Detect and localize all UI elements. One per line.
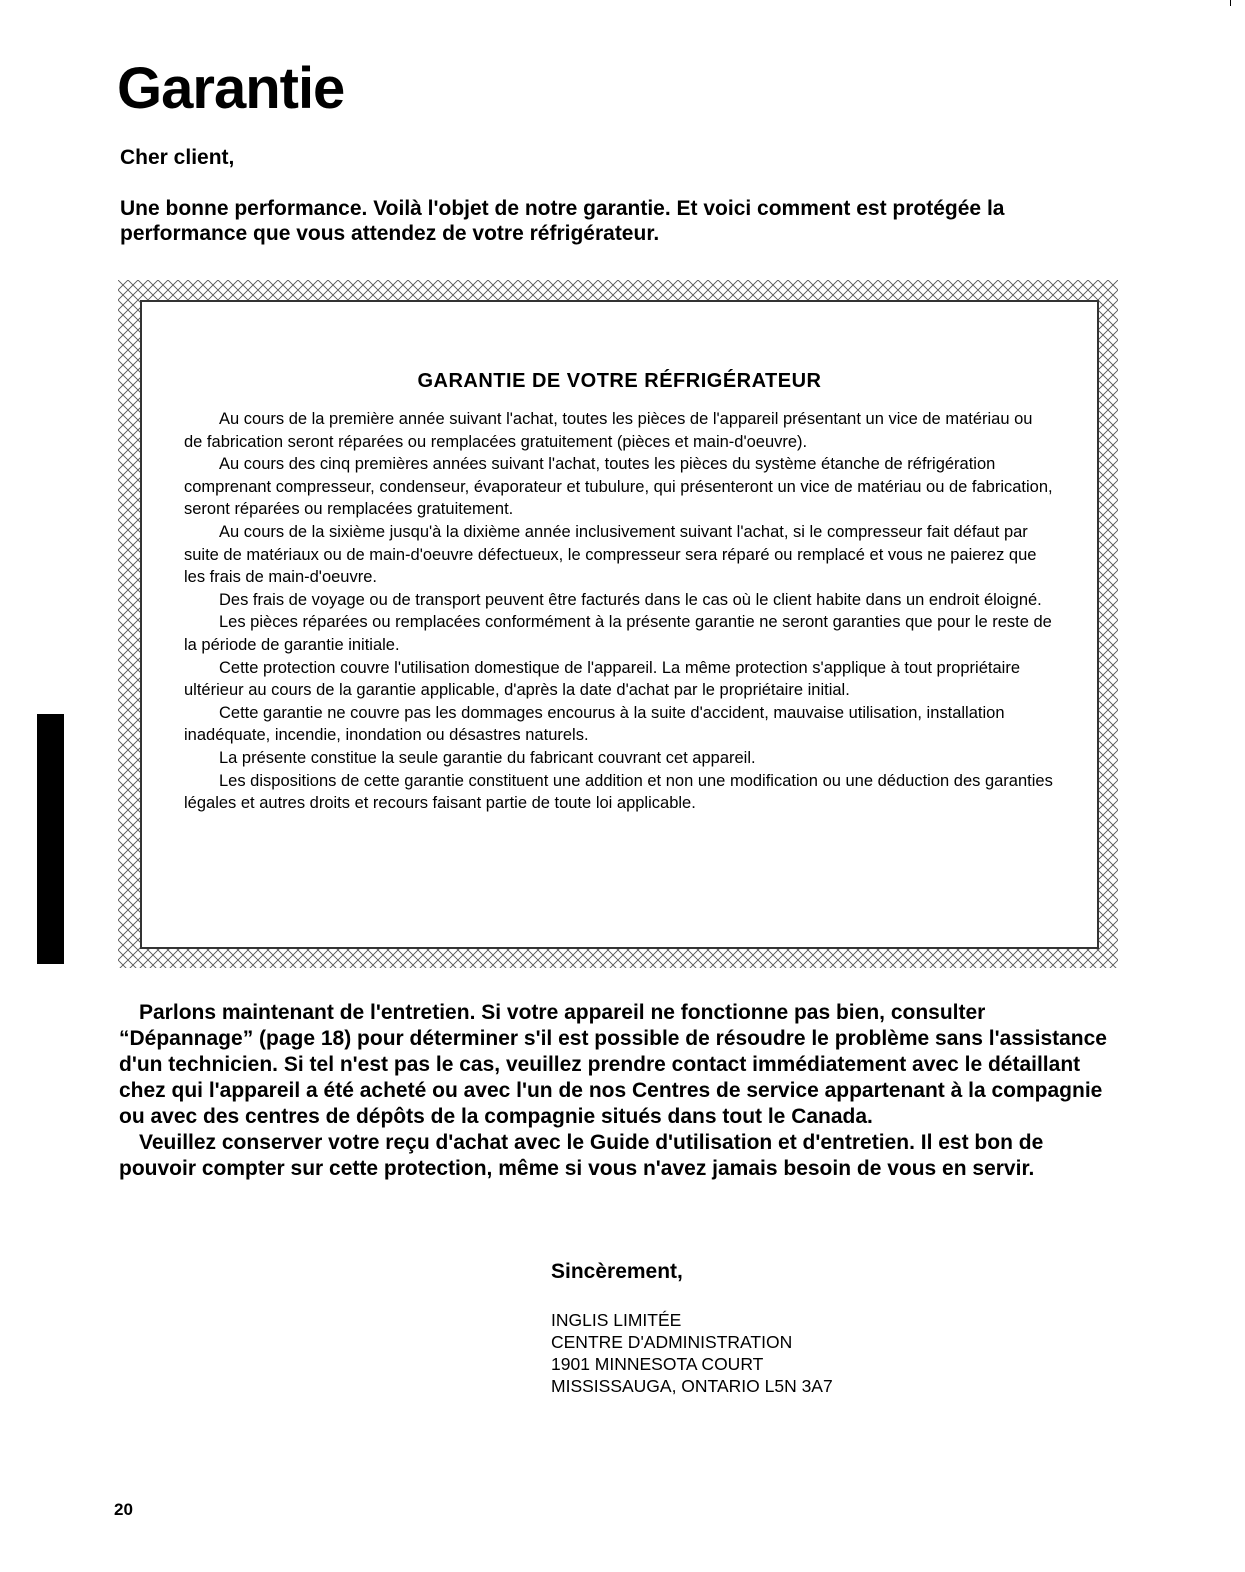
warranty-box (140, 300, 1099, 949)
address-line: INGLIS LIMITÉE (551, 1310, 682, 1330)
warranty-paragraph: Au cours de la première année suivant l'achat, toutes les pièces de l'appareil présentant un vice de matériau ou de fabrication seront réparées ou remplacées gratuitement (pièces et main-d'oeuvre). (184, 410, 1033, 451)
corner-mark (1230, 0, 1231, 6)
warranty-paragraph: Les dispositions de cette garantie constituent une addition et non une modification ou une déduction des garanties légales et autres droits et recours faisant partie de toute loi applicable. (184, 771, 1053, 813)
address-line: MISSISSAUGA, ONTARIO L5N 3A7 (551, 1376, 833, 1396)
warranty-paragraph: Cette garantie ne couvre pas les dommages encourus à la suite d'accident, mauvaise utilisation, installation inadéquate, incendie, inondation ou désastres naturels. (184, 703, 1005, 745)
signoff: Sincèrement, (551, 1260, 683, 1283)
closing-text (119, 1000, 1119, 1182)
page-number: 20 (114, 1500, 133, 1519)
warranty-body (184, 408, 1054, 815)
page-title: Garantie (117, 56, 345, 121)
intro-paragraph: Une bonne performance. Voilà l'objet de notre garantie. Et voici comment est protégée la performance que vous attendez de votre réfrigérateur. (120, 197, 1005, 245)
address-line: CENTRE D'ADMINISTRATION (551, 1332, 793, 1352)
warranty-title: GARANTIE DE VOTRE RÉFRIGÉRATEUR (417, 370, 822, 392)
warranty-paragraph: Au cours de la sixième jusqu'à la dixième année inclusivement suivant l'achat, si le compresseur fait défaut par suite de matériaux ou de main-d'oeuvre défectueux, le compresseur sera réparé ou remplacé et vous ne paierez que les frais de main-d'oeuvre. (184, 522, 1037, 587)
warranty-paragraph: Des frais de voyage ou de transport peuvent être facturés dans le cas où le client habite dans un endroit éloigné. (219, 590, 1042, 609)
warranty-paragraph: La présente constitue la seule garantie du fabricant couvrant cet appareil. (219, 748, 756, 767)
warranty-paragraph: Les pièces réparées ou remplacées conformément à la présente garantie ne seront garanties que pour le reste de la période de garantie initiale. (184, 613, 1052, 654)
closing-paragraph: Veuillez conserver votre reçu d'achat avec le Guide d'utilisation et d'entretien. Il est bon de pouvoir compter sur cette protection, même si vous n'avez jamais besoin de vous en servir. (119, 1131, 1044, 1180)
company-address (551, 1309, 833, 1397)
salutation: Cher client, (120, 146, 235, 169)
closing-paragraph: Parlons maintenant de l'entretien. Si votre appareil ne fonctionne pas bien, consulter “Dépannage” (page 18) pour déterminer s'il est possible de résoudre le problème sans l'assistance d'un technicien. Si tel n'est pas le cas, veuillez prendre contact immédiatement avec le détaillant chez qui l'appareil a été acheté ou avec l'un de nos Centres de service appartenant à la compagnie ou avec des centres de dépôts de la compagnie situés dans tout le Canada. (119, 1001, 1107, 1128)
address-line: 1901 MINNESOTA COURT (551, 1354, 764, 1374)
warranty-paragraph: Au cours des cinq premières années suivant l'achat, toutes les pièces du système étanche de réfrigération comprenant compresseur, condenseur, évaporateur et tubulure, qui présenteront un vice de matériau ou de fabrication, seront réparées ou remplacées gratuitement. (184, 455, 1053, 519)
section-tab-marker (37, 714, 64, 964)
warranty-paragraph: Cette protection couvre l'utilisation domestique de l'appareil. La même protection s'applique à tout propriétaire ultérieur au cours de la garantie applicable, d'après la date d'achat par le propriétaire initial. (184, 658, 1020, 700)
